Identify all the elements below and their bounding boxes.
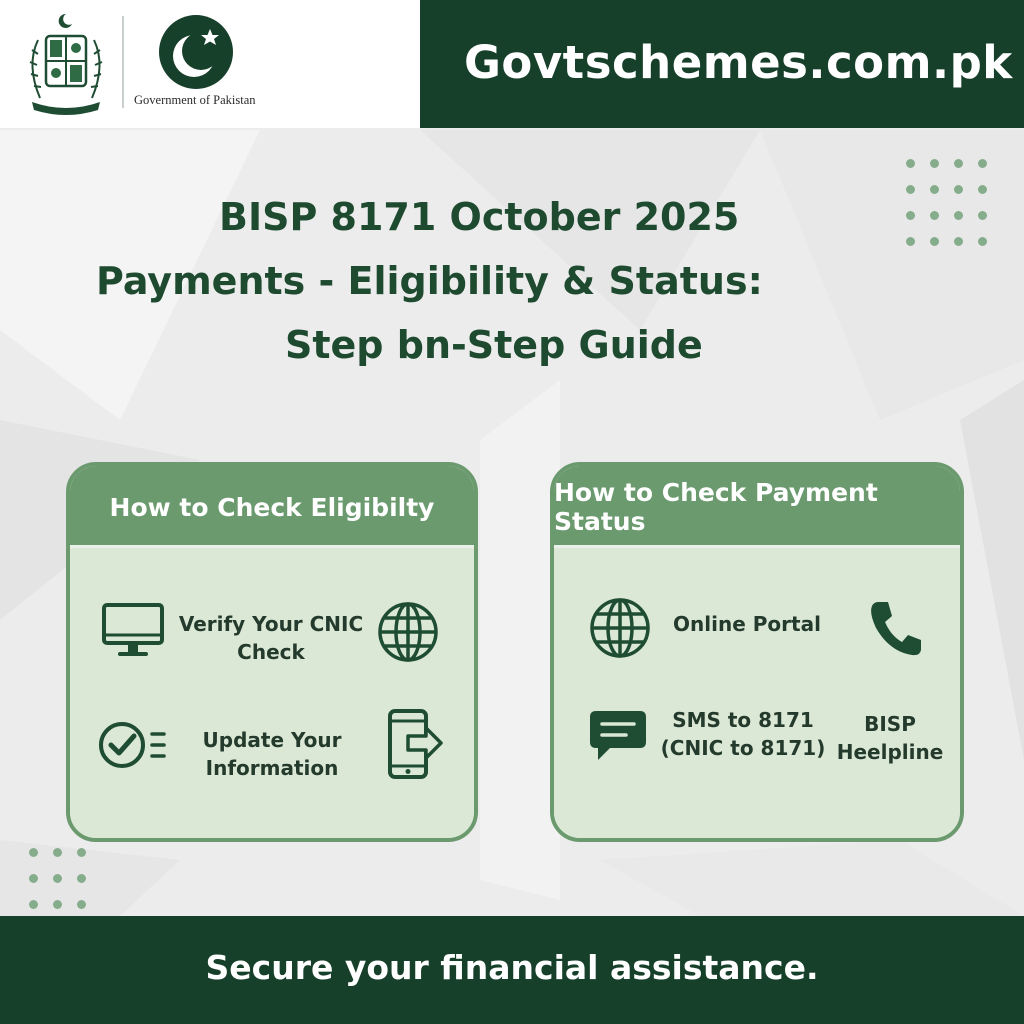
helpline-line-1: BISP	[864, 712, 916, 736]
mobile-transfer-icon	[386, 708, 444, 782]
dot-grid-decoration	[29, 848, 86, 909]
update-info-label	[174, 726, 370, 782]
monitor-icon	[100, 602, 166, 660]
crescent-star-icon	[158, 14, 234, 90]
header-divider	[122, 16, 124, 108]
verify-cnic-label	[170, 610, 372, 666]
phone-icon	[866, 598, 924, 658]
footer-banner	[0, 916, 1024, 1024]
title-line-2: Payments - Eligibility & Status:	[96, 259, 763, 303]
eligibility-card	[66, 462, 478, 842]
sms-line-2: (CNIC to 8171)	[660, 736, 826, 760]
eligibility-card-body	[70, 548, 474, 838]
sms-line-1: SMS to 8171	[672, 708, 814, 732]
online-portal-label: Online Portal	[673, 612, 821, 636]
gov-label: Government of Pakistan	[134, 93, 256, 107]
globe-icon	[588, 596, 652, 660]
sms-label	[658, 706, 828, 762]
update-info-line-2: Information	[205, 756, 339, 780]
payment-card-heading: How to Check Payment Status	[554, 466, 960, 548]
footer-tagline: Secure your financial assistance.	[205, 948, 819, 987]
site-name: Govtschemes.com.pk	[464, 36, 1013, 89]
globe-icon	[376, 600, 440, 664]
payment-card-body	[554, 548, 960, 838]
update-info-line-1: Update Your	[202, 728, 342, 752]
helpline-line-2: Heelpline	[836, 740, 944, 764]
header-notch	[390, 0, 420, 128]
eligibility-card-heading: How to Check Eligibilty	[70, 466, 474, 548]
verify-cnic-line-1: Verify Your CNIC	[178, 612, 364, 636]
title-line-1: BISP 8171 October 2025	[219, 195, 740, 239]
state-emblem-icon	[18, 10, 114, 118]
verify-cnic-line-2: Check	[237, 640, 305, 664]
title-line-3: Step bn-Step Guide	[285, 323, 703, 367]
payment-status-card	[550, 462, 964, 842]
helpline-label	[830, 710, 950, 766]
checklist-icon	[98, 718, 170, 772]
sms-icon	[588, 708, 648, 764]
dot-grid-decoration	[906, 159, 987, 246]
